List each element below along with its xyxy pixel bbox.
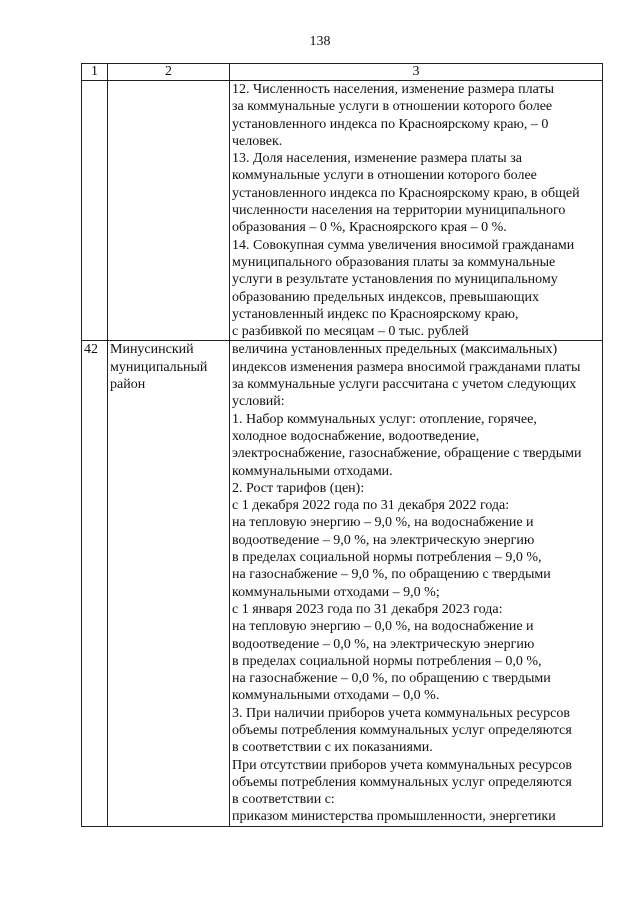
text-line: в соответствии с их показаниями. [232, 740, 433, 756]
text-line: Минусинский [110, 342, 194, 358]
text-line: коммунальные услуги в отношении которого более [232, 168, 537, 184]
text-line: водоотведение – 0,0 %, на электрическую энергию [232, 636, 535, 652]
text-line: индексов изменения размера вносимой гражданами платы [232, 359, 581, 375]
table-row-42 [82, 341, 603, 826]
document-table [81, 63, 603, 827]
text-line: образования – 0 %, Красноярского края – 0 %. [232, 220, 507, 236]
text-line: коммунальными отходами. [232, 463, 393, 479]
text-line: человек. [232, 133, 283, 149]
text-line: 1. Набор коммунальных услуг: отопление, горячее, [232, 411, 537, 427]
text-line: на газоснабжение – 9,0 %, по обращению с твердыми [232, 567, 551, 583]
municipality-name-cell [108, 81, 230, 341]
header-col-3: 3 [230, 64, 603, 81]
table-header-row [82, 64, 603, 81]
text-line: 2. Рост тарифов (цен): [232, 480, 365, 496]
text-line: объемы потребления коммунальных услуг определяются [232, 774, 572, 790]
text-line: с 1 декабря 2022 года по 31 декабря 2022 года: [232, 498, 510, 514]
text-line: установленного индекса по Красноярскому краю, в общей [232, 185, 580, 201]
table-row-continuation [82, 81, 603, 341]
conditions-text-cell [230, 341, 603, 826]
text-line: водоотведение – 9,0 %, на электрическую энергию [232, 532, 535, 548]
conditions-text-cell [230, 81, 603, 341]
text-line: установленный индекс по Красноярскому краю, [232, 306, 519, 322]
text-line: величина установленных предельных (максимальных) [232, 342, 558, 358]
text-line: за коммунальные услуги в отношении которого более [232, 99, 553, 115]
text-line: При отсутствии приборов учета коммунальных ресурсов [232, 757, 572, 773]
text-line: на тепловую энергию – 9,0 %, на водоснабжение и [232, 515, 534, 531]
page-number: 138 [309, 34, 331, 49]
header-col-1: 1 [82, 64, 108, 81]
text-line: с разбивкой по месяцам – 0 тыс. рублей [232, 324, 469, 340]
text-line: на газоснабжение – 0,0 %, по обращению с твердыми [232, 671, 551, 687]
row-number-cell [82, 81, 108, 341]
text-line: условий: [232, 394, 285, 410]
text-line: район [110, 377, 146, 393]
text-line: холодное водоснабжение, водоотведение, [232, 428, 480, 444]
text-line: в пределах социальной нормы потребления – 0,0 %, [232, 653, 542, 669]
text-line: установленного индекса по Красноярскому краю, – 0 [232, 116, 549, 132]
text-line: численности населения на территории муниципального [232, 203, 566, 219]
text-line: 12. Численность населения, изменение размера платы [232, 82, 554, 97]
text-line: образованию предельных индексов, превышающих [232, 289, 540, 305]
municipality-name-cell [108, 341, 230, 826]
row-number-cell: 42 [82, 341, 108, 826]
text-line: за коммунальные услуги рассчитана с учетом следующих [232, 377, 577, 393]
header-col-2: 2 [108, 64, 230, 81]
text-line: на тепловую энергию – 0,0 %, на водоснабжение и [232, 619, 534, 635]
text-line: муниципального образования платы за коммунальные [232, 254, 556, 270]
text-line: 3. При наличии приборов учета коммунальных ресурсов [232, 705, 570, 721]
text-line: приказом министерства промышленности, энергетики [232, 809, 556, 825]
text-line: муниципальный [110, 359, 208, 375]
text-line: коммунальными отходами – 0,0 %. [232, 688, 440, 704]
text-line: электроснабжение, газоснабжение, обращение с твердыми [232, 446, 582, 462]
text-line: 13. Доля населения, изменение размера платы за [232, 151, 522, 167]
text-line: объемы потребления коммунальных услуг определяются [232, 722, 572, 738]
text-line: с 1 января 2023 года по 31 декабря 2023 года: [232, 601, 503, 617]
text-line: 14. Совокупная сумма увеличения вносимой гражданами [232, 237, 575, 253]
text-line: в пределах социальной нормы потребления – 9,0 %, [232, 550, 542, 566]
text-line: услуги в результате установления по муниципальному [232, 272, 558, 288]
text-line: в соответствии с: [232, 792, 335, 808]
text-line: коммунальными отходами – 9,0 %; [232, 584, 440, 600]
